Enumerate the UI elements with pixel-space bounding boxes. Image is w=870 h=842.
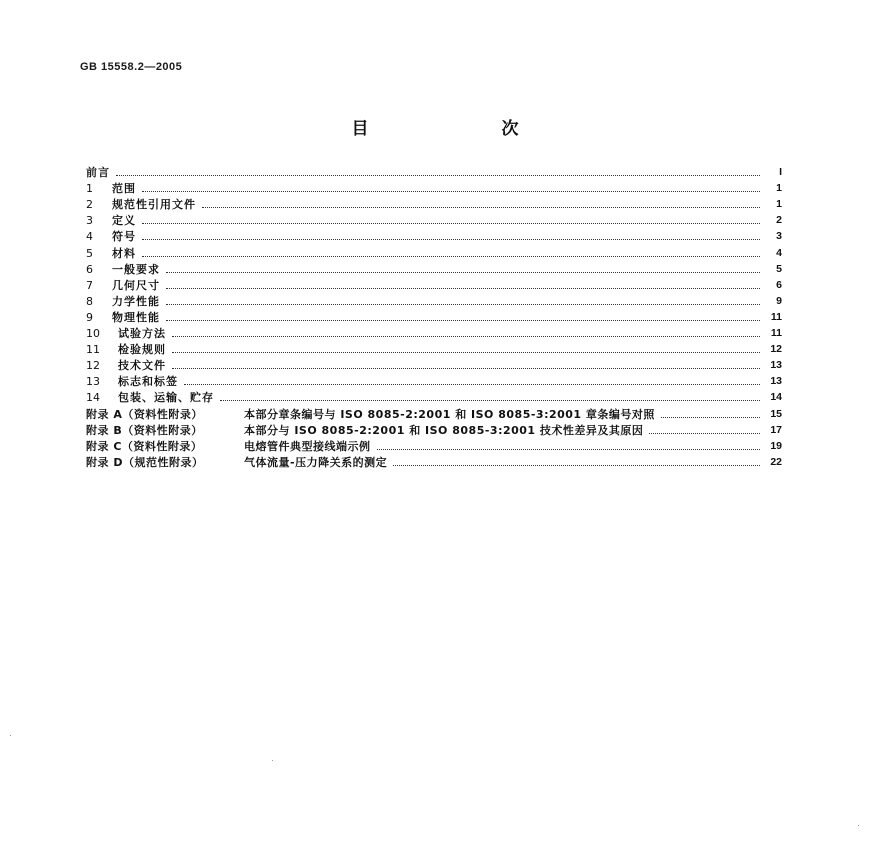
toc-entry-page: 13 xyxy=(770,375,782,388)
toc-entry-page: 15 xyxy=(770,407,782,420)
leader-dots xyxy=(116,174,760,176)
toc-entry-page: 1 xyxy=(776,182,782,195)
leader-dots xyxy=(166,319,760,321)
leader-dots xyxy=(166,303,760,305)
toc-entry-number: 4 xyxy=(86,230,93,244)
toc-entry-page: 17 xyxy=(770,423,782,436)
toc-entry-number: 14 xyxy=(86,391,100,405)
toc-entry-page: 4 xyxy=(776,246,782,259)
toc-entry-label: 物理性能 xyxy=(112,310,160,324)
leader-dots xyxy=(172,351,760,353)
toc-entry-section-6[interactable] xyxy=(86,260,782,276)
toc-entry-section-10[interactable] xyxy=(86,324,782,340)
toc-entry-appendix-a[interactable] xyxy=(86,404,782,420)
leader-dots xyxy=(166,271,760,273)
scan-speck xyxy=(858,825,859,826)
toc-entry-foreword[interactable] xyxy=(86,163,782,179)
table-of-contents xyxy=(86,163,782,469)
toc-entry-number: 9 xyxy=(86,310,93,324)
toc-entry-label: 技术文件 xyxy=(118,359,166,373)
toc-entry-page: 11 xyxy=(770,310,782,323)
toc-entry-page: 5 xyxy=(776,262,782,275)
toc-entry-section-4[interactable] xyxy=(86,227,782,243)
toc-entry-number: 11 xyxy=(86,343,100,357)
toc-entry-number: 13 xyxy=(86,375,100,389)
toc-entry-label: 检验规则 xyxy=(118,343,166,357)
appendix-tag: 附录 D（规范性附录） xyxy=(86,455,204,469)
toc-entry-appendix-b[interactable] xyxy=(86,421,782,437)
leader-dots xyxy=(649,432,760,434)
toc-entry-page: 12 xyxy=(770,343,782,356)
toc-entry-page: 13 xyxy=(770,359,782,372)
leader-dots xyxy=(142,190,760,192)
toc-entry-number: 8 xyxy=(86,294,93,308)
toc-entry-section-5[interactable] xyxy=(86,243,782,259)
toc-entry-label: 定义 xyxy=(112,214,136,228)
leader-dots xyxy=(166,287,760,289)
appendix-title: 电熔管件典型接线端示例 xyxy=(244,439,371,453)
leader-dots xyxy=(202,206,760,208)
appendix-title: 气体流量-压力降关系的测定 xyxy=(244,455,388,469)
toc-entry-label: 力学性能 xyxy=(112,294,160,308)
toc-entry-page: 1 xyxy=(776,198,782,211)
toc-entry-number: 2 xyxy=(86,198,93,212)
toc-entry-appendix-d[interactable] xyxy=(86,453,782,469)
leader-dots xyxy=(184,383,760,385)
toc-entry-number: 12 xyxy=(86,359,100,373)
toc-entry-label: 前言 xyxy=(86,166,110,180)
toc-entry-section-14[interactable] xyxy=(86,388,782,404)
appendix-tag: 附录 A（资料性附录） xyxy=(86,407,203,421)
toc-entry-label: 规范性引用文件 xyxy=(112,198,196,212)
toc-entry-page: 22 xyxy=(770,455,782,468)
toc-entry-number: 6 xyxy=(86,262,93,276)
toc-entry-label: 试验方法 xyxy=(118,327,166,341)
toc-entry-page: 6 xyxy=(776,278,782,291)
scan-speck xyxy=(272,760,273,761)
toc-entry-section-2[interactable] xyxy=(86,195,782,211)
toc-entry-section-3[interactable] xyxy=(86,211,782,227)
appendix-tag: 附录 C（资料性附录） xyxy=(86,439,203,453)
toc-entry-section-1[interactable] xyxy=(86,179,782,195)
toc-entry-page: 2 xyxy=(776,214,782,227)
toc-entry-section-13[interactable] xyxy=(86,372,782,388)
toc-entry-section-9[interactable] xyxy=(86,308,782,324)
toc-entry-number: 1 xyxy=(86,182,93,196)
toc-entry-page: 3 xyxy=(776,230,782,243)
toc-entry-label: 标志和标签 xyxy=(118,375,178,389)
toc-entry-number: 10 xyxy=(86,327,100,341)
toc-entry-number: 5 xyxy=(86,246,93,260)
appendix-tag: 附录 B（资料性附录） xyxy=(86,423,203,437)
toc-entry-label: 包装、运输、贮存 xyxy=(118,391,214,405)
toc-entry-section-8[interactable] xyxy=(86,292,782,308)
toc-entry-label: 几何尺寸 xyxy=(112,278,160,292)
toc-entry-section-12[interactable] xyxy=(86,356,782,372)
toc-entry-appendix-c[interactable] xyxy=(86,437,782,453)
leader-dots xyxy=(377,448,761,450)
appendix-title: 本部分与 ISO 8085-2:2001 和 ISO 8085-3:2001 技术性差异及其原因 xyxy=(244,423,644,437)
toc-entry-label: 一般要求 xyxy=(112,262,160,276)
leader-dots xyxy=(220,399,760,401)
toc-entry-label: 范围 xyxy=(112,182,136,196)
toc-entry-page: I xyxy=(779,166,782,179)
page-title: 目 次 xyxy=(351,119,577,139)
toc-entry-label: 符号 xyxy=(112,230,136,244)
leader-dots xyxy=(142,255,760,257)
appendix-title: 本部分章条编号与 ISO 8085-2:2001 和 ISO 8085-3:2001 章条编号对照 xyxy=(244,407,655,421)
leader-dots xyxy=(172,367,760,369)
toc-entry-page: 11 xyxy=(770,327,782,340)
scan-speck xyxy=(10,735,11,736)
leader-dots xyxy=(172,335,760,337)
leader-dots xyxy=(393,464,760,466)
leader-dots xyxy=(142,222,760,224)
toc-entry-number: 7 xyxy=(86,278,93,292)
standard-number: GB 15558.2—2005 xyxy=(80,61,183,73)
toc-entry-section-7[interactable] xyxy=(86,276,782,292)
toc-entry-page: 9 xyxy=(776,294,782,307)
toc-entry-section-11[interactable] xyxy=(86,340,782,356)
toc-entry-page: 19 xyxy=(770,439,782,452)
toc-entry-page: 14 xyxy=(770,391,782,404)
toc-entry-label: 材料 xyxy=(112,246,136,260)
toc-entry-number: 3 xyxy=(86,214,93,228)
leader-dots xyxy=(142,238,760,240)
leader-dots xyxy=(661,416,760,418)
